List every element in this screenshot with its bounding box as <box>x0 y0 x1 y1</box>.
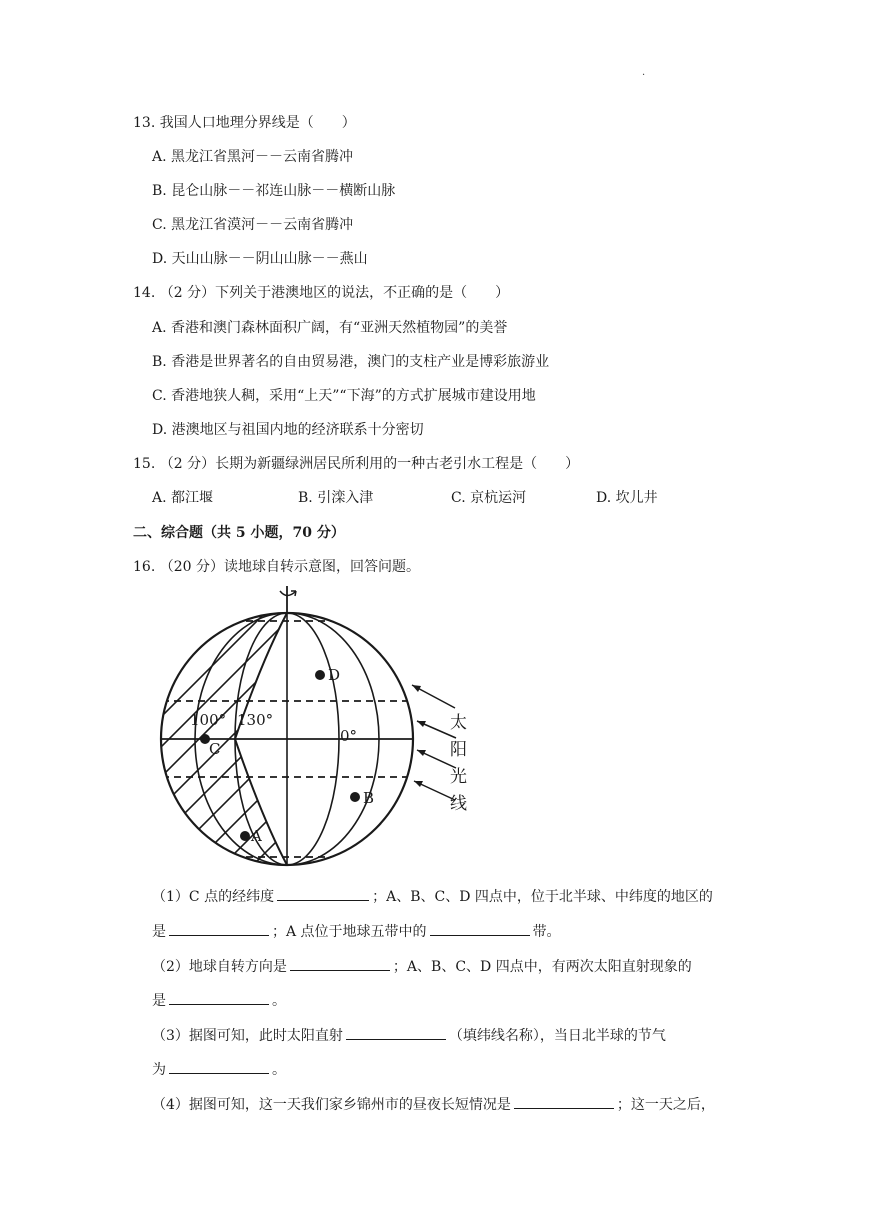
q16-part4-text-b: ；这一天之后， <box>616 1097 715 1113</box>
q13-option-b: B. 昆仑山脉－－祁连山脉－－横断山脉 <box>152 183 396 199</box>
point-a-marker <box>240 831 250 841</box>
label-d: D <box>328 666 341 684</box>
q16-part2-text-c: 是 <box>152 993 166 1009</box>
earth-rotation-figure <box>150 578 470 874</box>
q14-stem: 14. （2 分）下列关于港澳地区的说法，不正确的是（ ） <box>133 285 510 301</box>
answer-blank-c-coordinates[interactable] <box>277 886 369 901</box>
sunlight-label <box>450 713 467 814</box>
q16-part2-text-a: （2）地球自转方向是 <box>152 959 287 975</box>
q16-part1-line2 <box>152 921 561 941</box>
q16-part1-text-b: ；A、B、C、D 四点中，位于北半球、中纬度的地区的 <box>372 889 713 905</box>
q16-part4-text-a: （4）据图可知，这一天我们家乡锦州市的昼夜长短情况是 <box>152 1097 511 1113</box>
label-100-degrees: 100° <box>190 711 227 729</box>
q16-part3-line1 <box>152 1025 666 1045</box>
q16-stem: 16. （20 分）读地球自转示意图，回答问题。 <box>133 559 420 575</box>
point-d-marker <box>315 670 325 680</box>
q16-part2-text-b: ；A、B、C、D 四点中，有两次太阳直射现象的 <box>392 959 692 975</box>
q14-option-d: D. 港澳地区与祖国内地的经济联系十分密切 <box>152 422 424 438</box>
page-corner-dot: · <box>642 70 646 81</box>
q13-option-c: C. 黑龙江省漠河－－云南省腾冲 <box>152 217 354 233</box>
q16-part3-text-d: 。 <box>272 1062 286 1078</box>
section-heading: 二、综合题（共 5 小题，70 分） <box>133 525 345 541</box>
label-0-degrees: 0° <box>340 727 358 745</box>
q15-option-a: A. 都江堰 <box>152 490 214 506</box>
q15-stem: 15. （2 分）长期为新疆绿洲居民所利用的一种古老引水工程是（ ） <box>133 456 580 472</box>
answer-blank-temperature-zone[interactable] <box>430 921 530 936</box>
q16-part3-line2 <box>152 1059 286 1079</box>
q15-option-c: C. 京杭运河 <box>451 490 527 506</box>
q15-option-b: B. 引滦入津 <box>298 490 374 506</box>
label-130-degrees: 130° <box>237 711 274 729</box>
q14-option-b: B. 香港是世界著名的自由贸易港，澳门的支柱产业是博彩旅游业 <box>152 354 550 370</box>
point-b-marker <box>350 792 360 802</box>
answer-blank-day-night-length[interactable] <box>514 1094 614 1109</box>
svg-text:线: 线 <box>450 794 467 814</box>
q16-part3-text-b: （填纬线名称），当日北半球的节气 <box>448 1028 666 1044</box>
svg-text:光: 光 <box>450 767 467 787</box>
q16-part3-text-a: （3）据图可知，此时太阳直射 <box>152 1028 343 1044</box>
q13-option-d: D. 天山山脉－－阴山山脉－－燕山 <box>152 251 368 267</box>
q15-option-d: D. 坎儿井 <box>596 490 658 506</box>
q16-part1-text-d: ；A 点位于地球五带中的 <box>272 924 427 940</box>
q13-option-a: A. 黑龙江省黑河－－云南省腾冲 <box>152 149 354 165</box>
label-c: C <box>209 740 221 758</box>
q16-part2-text-d: 。 <box>272 993 286 1009</box>
q16-part4-line1 <box>152 1094 715 1114</box>
answer-blank-rotation-direction[interactable] <box>290 956 390 971</box>
q16-part1-text-c: 是 <box>152 924 166 940</box>
q16-part2-line2 <box>152 990 286 1010</box>
q16-part2-line1 <box>152 956 692 976</box>
q16-part1-text-a: （1）C 点的经纬度 <box>152 889 275 905</box>
answer-blank-solar-term[interactable] <box>169 1059 269 1074</box>
q14-option-a: A. 香港和澳门森林面积广阔，有“亚洲天然植物园”的美誉 <box>152 320 508 336</box>
answer-blank-direct-sun-latitude[interactable] <box>346 1025 446 1040</box>
q16-part1-line1 <box>152 886 713 906</box>
answer-blank-direct-sun-twice[interactable] <box>169 990 269 1005</box>
q13-stem: 13. 我国人口地理分界线是（ ） <box>133 115 356 131</box>
q14-option-c: C. 香港地狭人稠，采用“上天”“下海”的方式扩展城市建设用地 <box>152 388 536 404</box>
svg-text:阳: 阳 <box>450 740 467 760</box>
label-a: A <box>251 827 262 845</box>
svg-text:太: 太 <box>450 713 467 733</box>
answer-blank-mid-latitude-point[interactable] <box>169 921 269 936</box>
label-b: B <box>363 789 375 807</box>
q16-part3-text-c: 为 <box>152 1062 166 1078</box>
q16-part1-text-e: 带。 <box>532 924 561 940</box>
